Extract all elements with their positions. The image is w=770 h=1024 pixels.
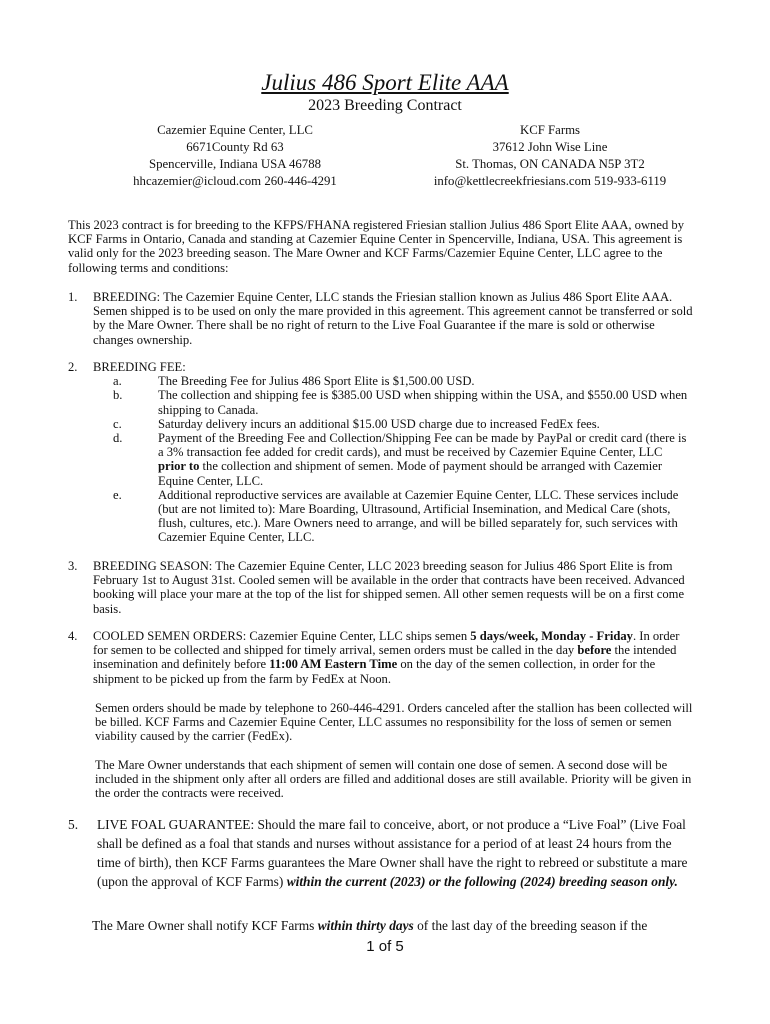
- page-number: 1 of 5: [366, 938, 404, 955]
- emphasis: within thirty days: [317, 918, 414, 933]
- section-text: LIVE FOAL GUARANTEE: Should the mare fail to conceive, abort, or not produce a “Live Foal” (Live Foal shall be defined as a foal that stands and nurses without assistance for a period of at least 24 hours from the time of birth), then KCF Farms guarantees the Mare Owner shall have the right to rebreed or substitute a mare (upon the approval of KCF Farms) within the current (2023) or the following (2024) breeding season only.: [97, 817, 688, 889]
- fee-item-b: [93, 388, 693, 416]
- item-text: Saturday delivery incurs an additional $15.00 USD charge due to increased FedEx fees.: [158, 416, 600, 431]
- party-contact: info@kettlecreekfriesians.com 519-933-6119: [433, 174, 667, 188]
- section-live-foal: [68, 815, 693, 891]
- emphasis: prior to: [158, 459, 200, 474]
- contract-subtitle: 2023 Breeding Contract: [308, 97, 462, 114]
- section-number: 4.: [68, 629, 78, 643]
- item-label: d.: [113, 431, 123, 446]
- emphasis: before: [577, 643, 612, 658]
- party-kcf: [405, 122, 695, 190]
- section-number: 3.: [68, 559, 78, 573]
- item-text: The collection and shipping fee is $385.00 USD when shipping within the USA, and $550.00 USD when shipping to Canada.: [158, 388, 688, 417]
- emphasis: 5 days/week, Monday - Friday: [470, 629, 633, 643]
- dose-paragraph: The Mare Owner understands that each shipment of semen will contain one dose of semen. A second dose will be included in the shipment only after all orders are filled and additional doses are still available. Priority will be given in the order the contracts were received.: [95, 758, 692, 801]
- semen-orders-paragraph: Semen orders should be made by telephone to 260-446-4291. Orders canceled after the stallion has been collected will be billed. KCF Farms and Cazemier Equine Center, LLC assumes no responsibility for the loss of semen or semen viability caused by the carrier (FedEx).: [95, 701, 693, 744]
- section-text: COOLED SEMEN ORDERS: Cazemier Equine Center, LLC ships semen 5 days/week, Monday - Friday. In order for semen to be collected and shipped for timely arrival, semen orders must be called in the day before the intended insemination and definitely before 11:00 AM Eastern Time on the day of the semen collection, in order for the shipment to be picked up from the farm by FedEx at Noon.: [93, 629, 680, 686]
- party-address: 37612 John Wise Line: [492, 140, 608, 154]
- section-breeding-season: [68, 559, 693, 616]
- item-text: The Breeding Fee for Julius 486 Sport Elite is $1,500.00 USD.: [158, 374, 475, 389]
- section-number: 5.: [68, 817, 79, 832]
- section-text: BREEDING: The Cazemier Equine Center, LLC stands the Friesian stallion known as Julius 486 Sport Elite AAA. Semen shipped is to be used on only the mare provided in this agreement. This agreement cannot be transferred or sold by the Mare Owner. There shall be no right of return to the Live Foal Guarantee if the mare is sold or otherwise changes ownership.: [93, 290, 693, 347]
- item-label: b.: [113, 388, 123, 403]
- fee-item-a: [93, 374, 693, 388]
- item-label: c.: [113, 416, 122, 431]
- item-text: Payment of the Breeding Fee and Collection/Shipping Fee can be made by PayPal or credit card (there is a 3% transaction fee added for credit cards), and must be received by Cazemier Equine Center, LLC prior to the collection and shipment of semen. Mode of payment should be arranged with Cazemier Equine Center, LLC.: [158, 431, 687, 488]
- emphasis: 11:00 AM Eastern Time: [269, 657, 398, 672]
- emphasis: within the current (2023) or the following (2024) breeding season only.: [286, 874, 678, 889]
- party-address: 6671County Rd 63: [186, 140, 284, 154]
- contract-title: Julius 486 Sport Elite AAA: [261, 70, 509, 95]
- party-contact: hhcazemier@icloud.com 260-446-4291: [133, 174, 337, 188]
- section-breeding-fee: [68, 360, 693, 545]
- fee-item-d: [93, 431, 693, 488]
- party-cazemier: [90, 122, 380, 190]
- party-city: Spencerville, Indiana USA 46788: [148, 157, 321, 171]
- item-label: a.: [113, 374, 122, 389]
- party-city: St. Thomas, ON CANADA N5P 3T2: [455, 157, 645, 171]
- intro-paragraph: This 2023 contract is for breeding to the KFPS/FHANA registered Friesian stallion Julius 486 Sport Elite AAA, owned by KCF Farms in Ontario, Canada and standing at Cazemier Equine Center in Spencerville, Indiana, USA. This agreement is valid only for the 2023 breeding season. The Mare Owner and KCF Farms/Cazemier Equine Center, LLC agree to the following terms and conditions:: [68, 218, 684, 275]
- fee-item-c: [93, 417, 693, 431]
- section-cooled-semen: [68, 629, 693, 686]
- section-heading: BREEDING FEE:: [93, 360, 186, 374]
- notify-paragraph: The Mare Owner shall notify KCF Farms within thirty days of the last day of the breeding season if the: [92, 918, 648, 933]
- party-name: Cazemier Equine Center, LLC: [157, 123, 313, 137]
- section-text: BREEDING SEASON: The Cazemier Equine Center, LLC 2023 breeding season for Julius 486 Sport Elite is from February 1st to August 31st. Cooled semen will be available in the order that contracts have been received. Advanced booking will place your mare at the top of the list for shipped semen. All other semen requests will be on a first come basis.: [93, 559, 685, 616]
- fee-item-e: [93, 488, 693, 545]
- item-text: Additional reproductive services are available at Cazemier Equine Center, LLC. These services include (but are not limited to): Mare Boarding, Ultrasound, Artificial Insemination, and Medical Care (shots, flush, cultures, etc.). Mare Owners need to arrange, and will be billed separately for, such services with Cazemier Equine Center, LLC.: [158, 487, 679, 545]
- section-number: 1.: [68, 290, 78, 304]
- section-breeding: [68, 290, 693, 347]
- party-name: KCF Farms: [519, 123, 581, 137]
- section-number: 2.: [68, 360, 78, 374]
- item-label: e.: [113, 487, 122, 502]
